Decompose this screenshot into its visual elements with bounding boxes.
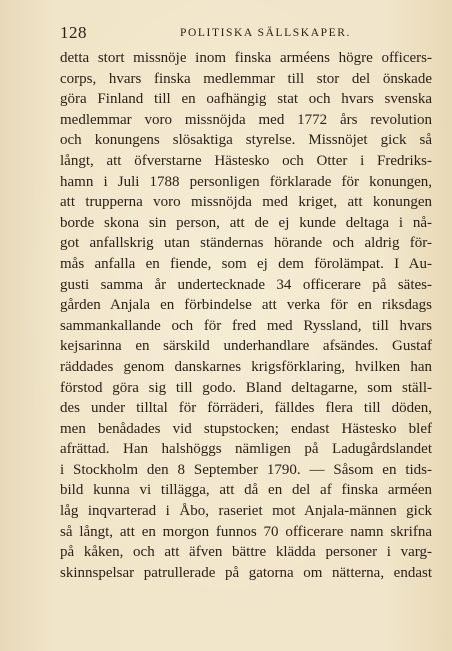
text-line: des under tilltal för förräderi, fälldes flera till döden, bbox=[60, 400, 432, 417]
text-line: borde skona sin person, att de ej kunde deltaga i nå- bbox=[60, 214, 432, 231]
text-line: i Stockholm den 8 September 1790. — Såsom en tids- bbox=[60, 461, 432, 478]
text-line: mås anfalla en fiende, som ej dem förolämpat. I Au- bbox=[60, 255, 432, 272]
text-line: långt, att öfverstarne Hästesko och Otter i Fredriks- bbox=[60, 152, 432, 169]
text-line: att trupperna voro missnöjda med kriget, att konungen bbox=[60, 194, 432, 211]
text-line: hamn i Juli 1788 personligen förklarade för konungen, bbox=[60, 173, 432, 190]
text-line: låg inqvarterad i Åbo, raseriet mot Anjala-männen gick bbox=[60, 503, 432, 520]
text-line: bild kunna vi tillägga, att då en del af finska arméen bbox=[60, 482, 432, 499]
text-line: detta stort missnöje inom finska arméens högre officers- bbox=[60, 50, 432, 66]
page-header bbox=[60, 21, 412, 45]
text-line: göra Finland till en oafhängig stat och hvars svenska bbox=[60, 91, 432, 108]
body-text bbox=[60, 48, 432, 583]
text-line: gården Anjala en förbindelse att verka för en riksdags bbox=[60, 297, 432, 314]
text-line: förstod göra sig till godo. Bland deltagarne, som ställ- bbox=[60, 379, 432, 396]
text-line: på kåken, och att äfven bättre klädda personer i varg- bbox=[60, 544, 432, 561]
text-line: got anfallskrig utan ständernas hörande och aldrig för- bbox=[60, 235, 432, 252]
text-line: afrättad. Han halshöggs nämligen på Ladugårdslandet bbox=[60, 441, 432, 458]
text-line: medlemmar voro missnöjda med 1772 års revolution bbox=[60, 111, 432, 128]
running-head: POLITISKA SÄLLSKAPER. bbox=[180, 27, 351, 39]
text-line: kejsarinna en särskild underhandlare afsändes. Gustaf bbox=[60, 338, 432, 355]
page-number: 128 bbox=[60, 23, 87, 42]
text-line: och konungens slösaktiga styrelse. Missnöjet gick så bbox=[60, 132, 432, 149]
text-line: corps, hvars finska medlemmar till stor del önskade bbox=[60, 70, 432, 87]
text-line: gusti samma år undertecknade 34 officerare på sätes- bbox=[60, 276, 432, 293]
text-line: sammankallande och för fred med Ryssland, till hvars bbox=[60, 317, 432, 334]
text-line: så långt, att en morgon funnos 70 officerare namn skrifna bbox=[60, 523, 432, 540]
text-line: men benådades vid stupstocken; endast Hästesko blef bbox=[60, 420, 432, 437]
text-line: skinnspelsar patrullerade på gatorna om nätterna, endast bbox=[60, 564, 432, 581]
text-line: räddades genom danskarnes krigsförklaring, hvilken han bbox=[60, 358, 432, 375]
